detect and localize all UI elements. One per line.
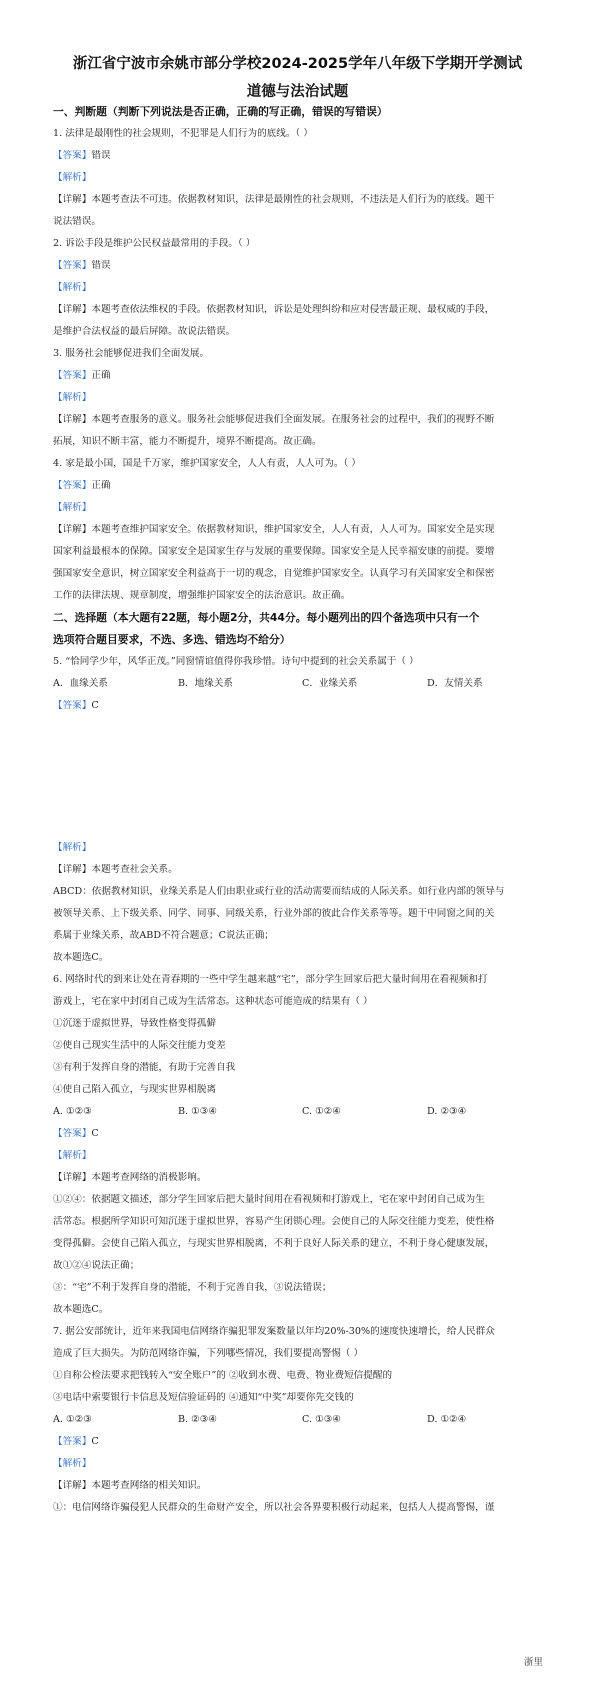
question-6-stem-cont: 游戏上，宅在家中封闭自己成为生活常态。这种状态可能造成的结果有（ ）: [53, 996, 373, 1007]
answer-tag: 【答案】: [53, 150, 92, 161]
section-heading-judgment: 一、判断题（判断下列说法是否正确，正确的写正确，错误的写错误）: [53, 106, 388, 118]
question-4-detail-cont: 强国家安全意识，树立国家安全利益高于一切的观念，自觉维护国家安全。认真学习有关国家安全和保密: [53, 568, 495, 579]
document-title: 浙江省宁波市余姚市部分学校2024-2025学年八年级下学期开学测试: [72, 56, 523, 72]
question-7-stem: 7. 据公安部统计，近年来我国电信网络诈骗犯罪发案数量以年均20%-30%的速度快速增长，给人民群众: [53, 1326, 495, 1337]
question-3-detail: 【详解】本题考查服务的意义。服务社会能够促进我们全面发展。在服务社会的过程中，我们的视野不断: [53, 414, 495, 425]
question-7-option-a: A. ①②③: [53, 1414, 92, 1425]
question-7-answer: 【答案】C: [53, 1436, 99, 1447]
question-1-detail: 【详解】本题考查法不可违。依据教材知识，法律是最刚性的社会规则，不违法是人们行为的底线。题干: [53, 194, 495, 205]
question-5-detail-cont: ABCD：依据教材知识，业缘关系是人们由职业或行业的活动需要而结成的人际关系。如行业内部的领导与: [53, 886, 505, 897]
question-5-stem: 5. “恰同学少年，风华正茂。”同窗情谊值得你我珍惜。诗句中提到的社会关系属于（ ）: [53, 656, 419, 667]
question-6-option-b: B. ①③④: [178, 1106, 217, 1117]
question-2-detail-cont: 是维护合法权益的最后屏障。故说法错误。: [53, 326, 236, 337]
question-4-detail-cont: 工作的法律法规、规章制度，增强维护国家安全的法治意识。故正确。: [53, 590, 351, 601]
question-6-detail-cont: 故①②④说法正确；: [53, 1260, 140, 1271]
question-5-detail-cont: 被领导关系、上下级关系、同学、同事、同级关系，行业外部的彼此合作关系等等。题干中同窗之间的关: [53, 908, 495, 919]
detail-tag: 【详解】: [53, 194, 92, 205]
question-6-detail-cont: 故本题选C。: [53, 1304, 109, 1315]
question-6-option-a: A. ①②③: [53, 1106, 92, 1117]
question-7-stem-cont: 造成了巨大损失。为防范网络诈骗，下列哪些情况，我们要提高警惕（ ）: [53, 1348, 364, 1359]
question-6-analysis-tag: 【解析】: [53, 1150, 92, 1161]
question-7-items-row-1: ①自称公检法要求把钱转入“安全账户”的 ②收到水费、电费、物业费短信提醒的: [53, 1370, 393, 1381]
question-5-option-a: A．血缘关系: [53, 678, 108, 689]
question-5-analysis-tag: 【解析】: [53, 842, 92, 853]
question-6-detail-cont: 变得孤僻。会使自己陷入孤立，与现实世界相脱离，不利于良好人际关系的建立，不利于身心健康发展，: [53, 1238, 495, 1249]
question-5-option-c: C．业缘关系: [302, 678, 358, 689]
question-6-detail-cont: ③：“宅”不利于发挥自身的潜能，不利于完善自我，③说法错误；: [53, 1282, 332, 1293]
question-5-detail-cont: 系属于业缘关系，故ABD不符合题意；C说法正确；: [53, 930, 274, 941]
page-footer: 浙里: [523, 1657, 543, 1668]
question-3-answer: 【答案】正确: [53, 370, 111, 381]
question-1-analysis-tag: 【解析】: [53, 172, 92, 183]
question-1-stem: 1. 法律是最刚性的社会规则，不犯罪是人们行为的底线。（ ）: [53, 128, 313, 139]
question-5-option-d: D．友情关系: [427, 678, 483, 689]
question-3-analysis-tag: 【解析】: [53, 392, 92, 403]
question-6-detail: 【详解】本题考查网络的消极影响。: [53, 1172, 207, 1183]
question-5-answer: 【答案】C: [53, 700, 99, 711]
question-6-item-3: ③有利于发挥自身的潜能，有助于完善自我: [53, 1062, 236, 1073]
question-7-detail-cont: ①：电信网络诈骗侵犯人民群众的生命财产安全，所以社会各界要积极行动起来，包括人人提高警惕，谨: [53, 1502, 495, 1513]
question-2-answer: 【答案】错误: [53, 260, 111, 271]
section-heading-choice: 二、选择题（本大题有22题，每小题2分，共44分。每小题列出的四个备选项中只有一个: [53, 612, 480, 624]
question-6-option-c: C. ①②④: [302, 1106, 341, 1117]
question-3-stem: 3. 服务社会能够促进我们全面发展。: [53, 348, 210, 359]
question-1-detail-cont: 说法错误。: [53, 216, 101, 227]
question-7-analysis-tag: 【解析】: [53, 1458, 92, 1469]
question-4-stem: 4. 家是最小国，国是千万家，维护国家安全，人人有责，人人可为。（ ）: [53, 458, 361, 469]
question-6-stem: 6. 网络时代的到来让处在青春期的一些中学生越来越“宅”，部分学生回家后把大量时间用在看视频和打: [53, 974, 488, 985]
question-6-answer: 【答案】C: [53, 1128, 99, 1139]
question-4-analysis-tag: 【解析】: [53, 502, 92, 513]
question-6-option-d: D. ②③④: [427, 1106, 467, 1117]
question-5-detail: 【详解】本题考查社会关系。: [53, 864, 178, 875]
question-4-detail: 【详解】本题考查维护国家安全。依据教材知识，维护国家安全，人人有责，人人可为。国家安全是实现: [53, 524, 495, 535]
question-2-stem: 2. 诉讼手段是维护公民权益最常用的手段。（ ）: [53, 238, 256, 249]
question-6-detail-cont: ①②④：依据题文描述，部分学生回家后把大量时间用在看视频和打游戏上，宅在家中封闭自己成为生: [53, 1194, 485, 1205]
question-4-detail-cont: 国家利益最根本的保障。国家安全是国家生存与发展的重要保障。国家安全是人民幸福安康的前提。要增: [53, 546, 495, 557]
section-heading-choice-cont: 选项符合题目要求，不选、多选、错选均不给分）: [53, 634, 291, 646]
question-7-items-row-2: ③电话中索要银行卡信息及短信验证码的 ④通知“中奖”却要你先交钱的: [53, 1392, 354, 1403]
question-3-detail-cont: 拓展，知识不断丰富，能力不断提升，境界不断提高。故正确。: [53, 436, 322, 447]
question-5-option-b: B．地缘关系: [178, 678, 234, 689]
question-6-item-2: ②使自己现实生活中的人际交往能力变差: [53, 1040, 226, 1051]
question-5-detail-cont: 故本题选C。: [53, 952, 109, 963]
question-6-detail-cont: 活常态。根据所学知识可知沉迷于虚拟世界，容易产生闭锁心理。会使自己的人际交往能力变差，使性格: [53, 1216, 495, 1227]
question-6-item-1: ①沉迷于虚拟世界，导致性格变得孤僻: [53, 1018, 217, 1029]
question-1-answer: 【答案】错误: [53, 150, 111, 161]
document-subtitle: 道德与法治试题: [246, 84, 349, 100]
question-2-detail: 【详解】本题考查依法维权的手段。依据教材知识，诉讼是处理纠纷和应对侵害最正规、最权威的手段，: [53, 304, 495, 315]
question-7-detail: 【详解】本题考查网络的相关知识。: [53, 1480, 207, 1491]
question-7-option-c: C. ①③④: [302, 1414, 341, 1425]
question-4-answer: 【答案】正确: [53, 480, 111, 491]
question-7-option-d: D. ①②④: [427, 1414, 467, 1425]
question-2-analysis-tag: 【解析】: [53, 282, 92, 293]
question-6-item-4: ④使自己陷入孤立，与现实世界相脱离: [53, 1084, 217, 1095]
question-7-option-b: B. ②③④: [178, 1414, 217, 1425]
